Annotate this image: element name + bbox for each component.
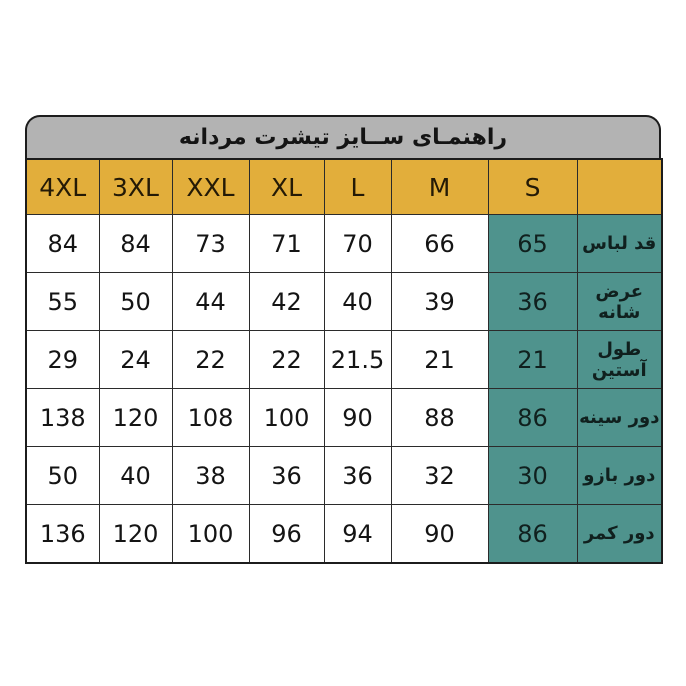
value-cell: 94 xyxy=(324,505,391,564)
value-cell: 22 xyxy=(172,331,249,389)
value-cell: 29 xyxy=(26,331,99,389)
value-cell: 84 xyxy=(26,215,99,273)
value-cell: 84 xyxy=(99,215,172,273)
value-cell-s-highlight: 86 xyxy=(488,389,577,447)
table-row-arm-circumference xyxy=(26,447,662,505)
table-row-shoulder-width xyxy=(26,273,662,331)
size-header-xxl: XXL xyxy=(172,159,249,215)
value-cell: 66 xyxy=(391,215,488,273)
value-cell: 90 xyxy=(391,505,488,564)
value-cell: 100 xyxy=(172,505,249,564)
value-cell: 40 xyxy=(99,447,172,505)
value-cell-s-highlight: 21 xyxy=(488,331,577,389)
table-row-garment-length xyxy=(26,215,662,273)
row-label-arm-circumference: دور بازو xyxy=(577,447,662,505)
value-cell: 40 xyxy=(324,273,391,331)
value-cell: 50 xyxy=(99,273,172,331)
value-cell: 90 xyxy=(324,389,391,447)
size-header-s: S xyxy=(488,159,577,215)
table-row-waist-circumference xyxy=(26,505,662,564)
value-cell: 96 xyxy=(249,505,324,564)
size-header-row xyxy=(26,159,662,215)
row-label-sleeve-length: طول آستین xyxy=(577,331,662,389)
row-label-garment-length: قد لباس xyxy=(577,215,662,273)
value-cell: 120 xyxy=(99,389,172,447)
table-row-chest-circumference xyxy=(26,389,662,447)
value-cell: 50 xyxy=(26,447,99,505)
value-cell: 100 xyxy=(249,389,324,447)
value-cell: 21.5 xyxy=(324,331,391,389)
size-header-4xl: 4XL xyxy=(26,159,99,215)
size-guide-panel xyxy=(25,115,661,564)
value-cell: 120 xyxy=(99,505,172,564)
value-cell: 138 xyxy=(26,389,99,447)
row-label-chest-circumference: دور سینه xyxy=(577,389,662,447)
value-cell-s-highlight: 65 xyxy=(488,215,577,273)
size-table xyxy=(25,158,663,564)
row-label-waist-circumference: دور کمر xyxy=(577,505,662,564)
value-cell: 36 xyxy=(324,447,391,505)
row-label-shoulder-width: عرض شانه xyxy=(577,273,662,331)
table-row-sleeve-length xyxy=(26,331,662,389)
value-cell: 44 xyxy=(172,273,249,331)
value-cell: 71 xyxy=(249,215,324,273)
value-cell: 21 xyxy=(391,331,488,389)
size-header-3xl: 3XL xyxy=(99,159,172,215)
value-cell-s-highlight: 36 xyxy=(488,273,577,331)
value-cell: 38 xyxy=(172,447,249,505)
value-cell: 42 xyxy=(249,273,324,331)
corner-header-cell xyxy=(577,159,662,215)
value-cell: 73 xyxy=(172,215,249,273)
value-cell: 39 xyxy=(391,273,488,331)
value-cell-s-highlight: 86 xyxy=(488,505,577,564)
value-cell: 55 xyxy=(26,273,99,331)
title-bar xyxy=(25,115,661,158)
value-cell: 22 xyxy=(249,331,324,389)
size-header-l: L xyxy=(324,159,391,215)
value-cell: 36 xyxy=(249,447,324,505)
value-cell-s-highlight: 30 xyxy=(488,447,577,505)
value-cell: 70 xyxy=(324,215,391,273)
value-cell: 24 xyxy=(99,331,172,389)
value-cell: 88 xyxy=(391,389,488,447)
value-cell: 108 xyxy=(172,389,249,447)
page-title: راهنمـای ســایز تیشرت مردانه xyxy=(178,125,508,150)
size-header-xl: XL xyxy=(249,159,324,215)
size-header-m: M xyxy=(391,159,488,215)
value-cell: 136 xyxy=(26,505,99,564)
value-cell: 32 xyxy=(391,447,488,505)
